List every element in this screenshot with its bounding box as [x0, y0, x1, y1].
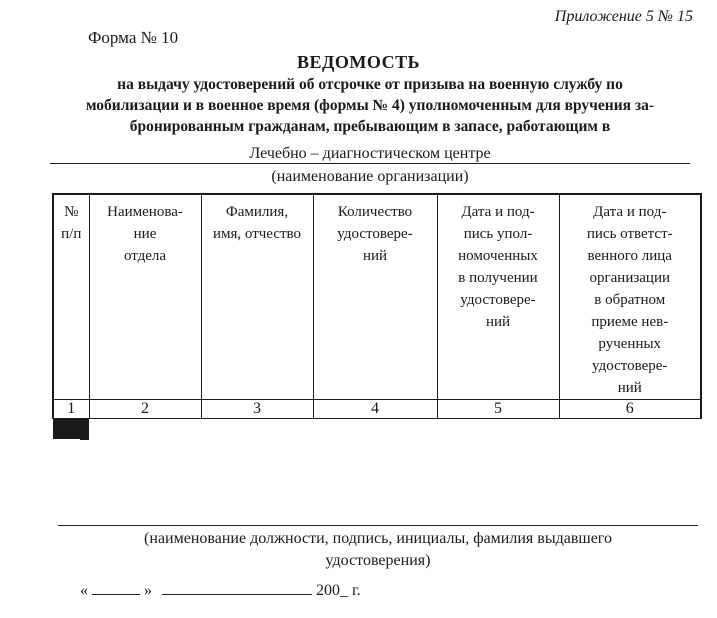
organization-caption: (наименование организации)	[271, 168, 469, 185]
appendix-label: Приложение 5 № 15	[554, 8, 693, 25]
month-blank	[162, 580, 312, 595]
date-close-quote: »	[144, 582, 152, 599]
subtitle-line: мобилизации и в военное время (формы № 4) уполномоченным для вручения за-	[85, 97, 655, 114]
table-row	[80, 419, 89, 434]
date-open-quote: «	[80, 582, 88, 599]
column-number-row	[53, 400, 701, 419]
header-full-name: Фамилия, имя, отчество	[201, 194, 313, 400]
signature-caption	[60, 528, 696, 572]
signature-underline	[58, 525, 698, 526]
date-year: 200_ г.	[316, 582, 361, 599]
document-title: ВЕДОМОСТЬ	[296, 52, 420, 72]
header-department: Наименова- ние отдела	[89, 194, 201, 400]
column-number: 4	[313, 400, 437, 419]
header-number: № п/п	[53, 194, 89, 400]
table-header-row	[53, 194, 701, 400]
header-return-date-signature: Дата и под- пись ответст- венного лица организации в обратном приеме нев- рученных удостовере- ний	[559, 194, 701, 400]
signature-caption-line: (наименование должности, подпись, инициалы, фамилия выдавшего	[144, 530, 612, 547]
subtitle-line: бронированным гражданам, пребывающим в запасе, работающим в	[129, 118, 611, 135]
table-row	[62, 419, 71, 434]
document-subtitle	[30, 74, 710, 137]
column-number: 3	[201, 400, 313, 419]
column-number: 2	[89, 400, 201, 419]
date-field	[80, 580, 361, 600]
form-number: Форма № 10	[88, 28, 179, 47]
column-number: 5	[437, 400, 559, 419]
column-number: 6	[559, 400, 701, 419]
header-quantity: Количество удостовере- ний	[313, 194, 437, 400]
signature-caption-line: удостоверения)	[325, 552, 431, 569]
organization-name: Лечебно – диагностическом центре	[249, 145, 491, 162]
day-blank	[92, 580, 140, 595]
subtitle-line: на выдачу удостоверений об отсрочке от призыва на военную службу по	[117, 76, 623, 93]
column-number: 1	[53, 400, 89, 419]
table-row	[53, 419, 62, 434]
header-receipt-date-signature: Дата и под- пись упол- номоченных в получении удостовере- ний	[437, 194, 559, 400]
table-row	[71, 419, 80, 434]
register-table	[52, 193, 702, 439]
